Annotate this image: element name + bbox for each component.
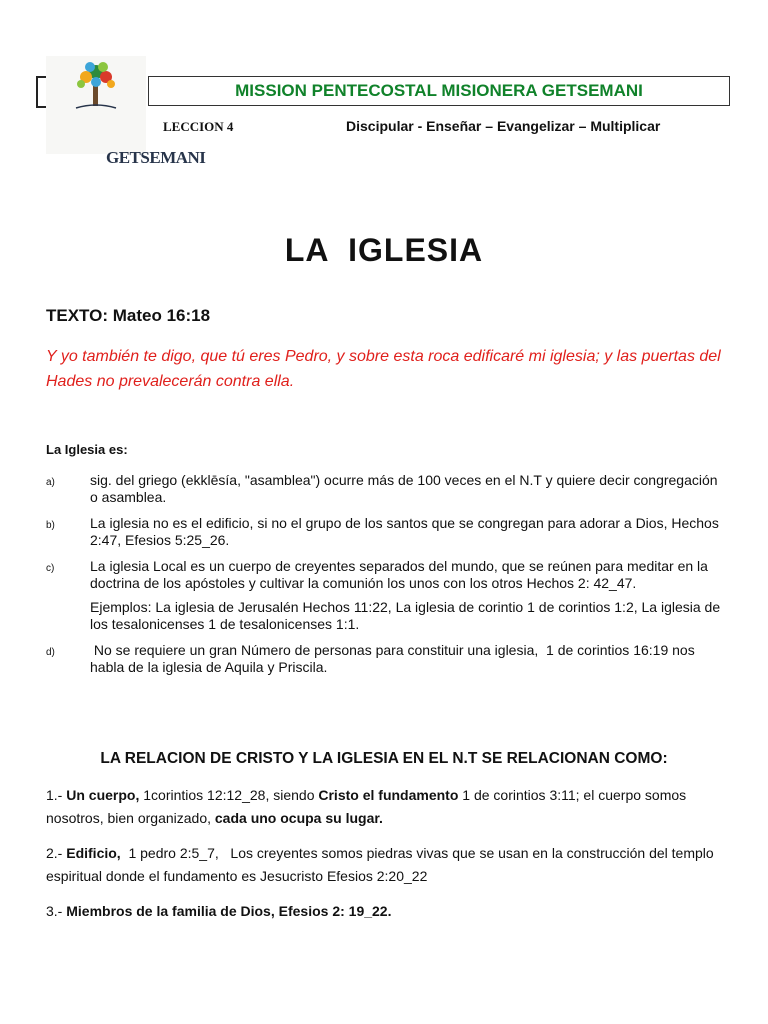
point-bold: Un cuerpo, — [66, 787, 140, 803]
motto: Discipular - Enseñar – Evangelizar – Multiplicar — [346, 118, 661, 134]
list-item — [46, 472, 726, 506]
list-item — [46, 642, 726, 676]
point-number: 3.- — [46, 903, 67, 919]
list-item-text: sig. del griego (ekklēsía, "asamblea") ocurre más de 100 veces en el N.T y quiere decir congregación o asamblea. — [90, 472, 718, 505]
logo-bracket — [36, 76, 46, 108]
list-marker: c) — [46, 563, 55, 574]
list-item-text: No se requiere un gran Número de personas para constituir una iglesia, 1 de corintios 16:19 nos habla de la iglesia de Aquila y Priscila. — [90, 642, 699, 675]
lesson-number: LECCION 4 — [163, 119, 234, 134]
point-bold: Cristo el fundamento — [318, 787, 459, 803]
list-item — [46, 558, 726, 592]
point-text: 1 de corintios 3:11; el cuerpo somos nosotros, bien organizado, — [46, 787, 687, 826]
list-marker: d) — [46, 647, 55, 658]
point-3 — [46, 900, 736, 923]
list-item — [46, 515, 726, 549]
header-box — [148, 76, 730, 106]
point-2 — [46, 842, 736, 888]
page-title: LA IGLESIA — [284, 232, 484, 268]
logo-word: GETSEMANI — [106, 148, 206, 167]
point-1 — [46, 784, 736, 830]
relation-heading: LA RELACION DE CRISTO Y LA IGLESIA EN EL N.T SE RELACIONAN COMO: — [100, 750, 668, 767]
list-marker: b) — [46, 520, 55, 531]
list-item-text: La iglesia Local es un cuerpo de creyentes separados del mundo, que se reúnen para meditar en la doctrina de los apóstoles y cultivar la comunión los unos con los otros Hechos 2: 42_47. — [90, 558, 708, 591]
header-title: MISSION PENTECOSTAL MISIONERA GETSEMANI — [235, 81, 643, 100]
point-bold: Miembros de la familia de Dios, Efesios 2: 19_22. — [66, 903, 392, 919]
point-bold: cada uno ocupa su lugar. — [214, 810, 383, 826]
list-marker: a) — [46, 477, 55, 488]
scripture-verse: Y yo también te digo, que tú eres Pedro, y sobre esta roca edificaré mi iglesia; y las puertas del Hades no prevalecerán contra ella. — [46, 348, 721, 390]
tree-logo-icon — [46, 58, 146, 118]
point-number: 1.- — [46, 787, 67, 803]
scripture-reference: TEXTO: Mateo 16:18 — [46, 306, 211, 325]
definition-list — [46, 472, 726, 685]
examples-paragraph: Ejemplos: La iglesia de Jerusalén Hechos 11:22, La iglesia de corintio 1 de corintios 1:2, La iglesia de los tesalonicenses 1 de tesalonicenses 1:1. — [90, 599, 721, 632]
point-text: 1corintios 12:12_28, siendo — [139, 787, 319, 803]
point-text: 1 pedro 2:5_7, Los creyentes somos piedras vivas que se usan en la construcción del templo espiritual donde el fundamento es Jesucristo Efesios 2:20_22 — [46, 845, 718, 884]
list-item-text: La iglesia no es el edificio, si no el grupo de los santos que se congregan para adorar a Dios, Hechos 2:47, Efesios 5:25_26. — [90, 515, 719, 548]
section-label: La Iglesia es: — [46, 442, 128, 457]
point-bold: Edificio, — [66, 845, 121, 861]
point-number: 2.- — [46, 845, 67, 861]
